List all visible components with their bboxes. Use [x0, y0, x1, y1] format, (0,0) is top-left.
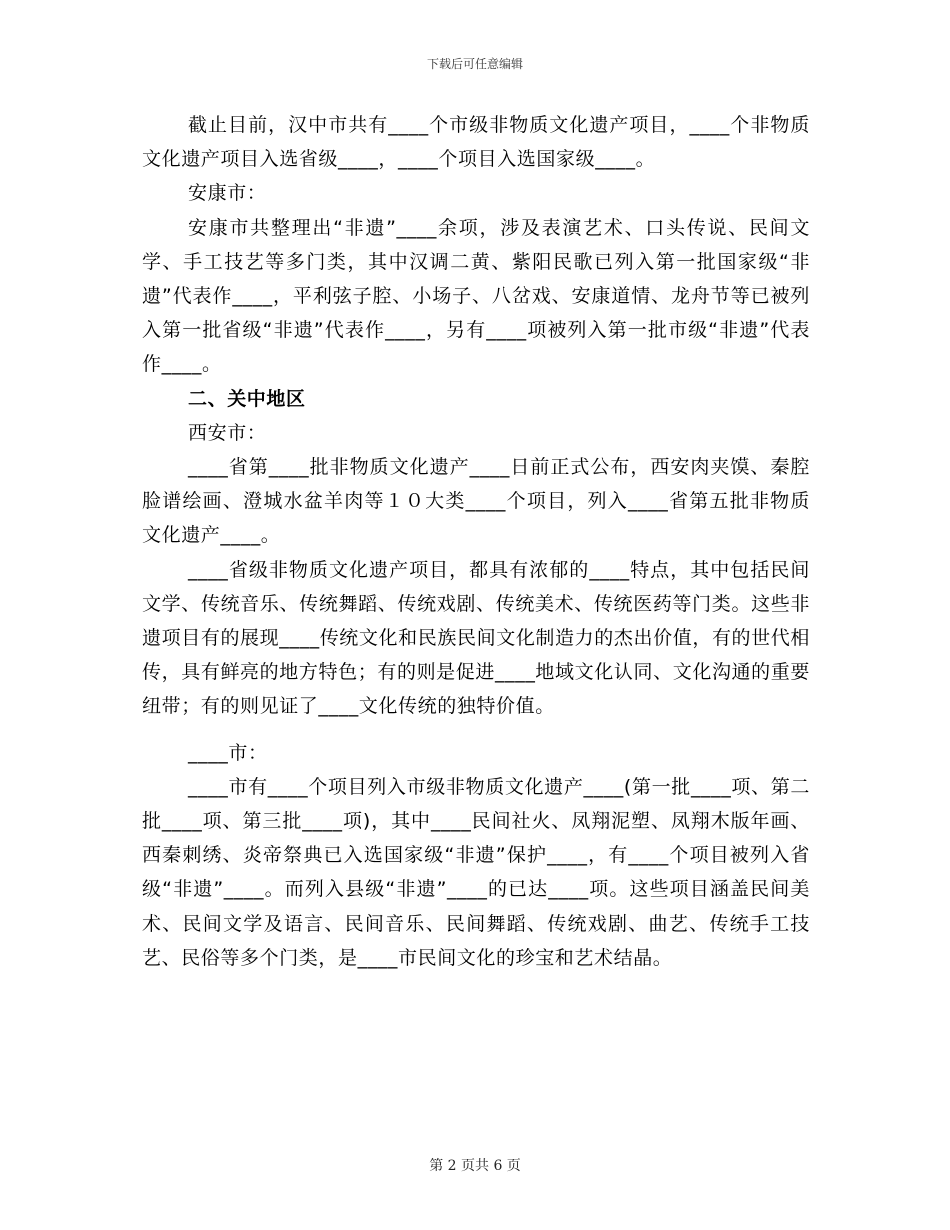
document-body	[142, 108, 810, 975]
subheading-xian: 西安市：	[188, 421, 267, 444]
page-footer: 第 2 页共 6 页	[429, 1158, 521, 1174]
paragraph-xian-announcement: ____省第____批非物质文化遗产____日前正式公布，西安肉夹馍、秦腔脸谱绘画、澄城水盆羊肉等１０大类____个项目，列入____省第五批非物质文化遗产____。	[142, 456, 810, 547]
paragraph-ankang: 安康市共整理出“非遗”____余项，涉及表演艺术、口头传说、民间文学、手工技艺等多门类，其中汉调二黄、紫阳民歌已列入第一批国家级“非遗”代表作____，平利弦子腔、小场子、八岔戏、安康道情、龙舟节等已被列入第一批省级“非遗”代表作____，另有____项被列入第一批市级“非遗”代表作____。	[142, 216, 810, 376]
paragraph-city-projects: ____市有____个项目列入市级非物质文化遗产____(第一批____项、第二批____项、第三批____项)，其中____民间社火、凤翔泥塑、凤翔木版年画、西秦刺绣、炎帝祭典已入选国家级“非遗”保护____，有____个项目被列入省级“非遗”____。而列入县级“非遗”____的已达____项。这些项目涵盖民间美术、民间文学及语言、民间音乐、民间舞蹈、传统戏剧、曲艺、传统手工技艺、民俗等多个门类，是____市民间文化的珍宝和艺术结晶。	[142, 775, 810, 969]
section-heading-guanzhong: 二、关中地区	[188, 387, 306, 410]
paragraph-hanzhong-summary: 截止目前，汉中市共有____个市级非物质文化遗产项目，____个非物质文化遗产项目入选省级____，____个项目入选国家级____。	[142, 114, 810, 171]
subheading-ankang: 安康市：	[188, 182, 267, 205]
page-header: 下载后可任意编辑	[426, 57, 523, 71]
paragraph-provincial-projects: ____省级非物质文化遗产项目，都具有浓郁的____特点，其中包括民间文学、传统音乐、传统舞蹈、传统戏剧、传统美术、传统医药等门类。这些非遗项目有的展现____传统文化和民族民间文化制造力的杰出价值，有的世代相传，具有鲜亮的地方特色；有的则是促进____地域文化认同、文化沟通的重要纽带；有的则见证了____文化传统的独特价值。	[142, 558, 810, 718]
subheading-city: ____市：	[188, 741, 268, 764]
